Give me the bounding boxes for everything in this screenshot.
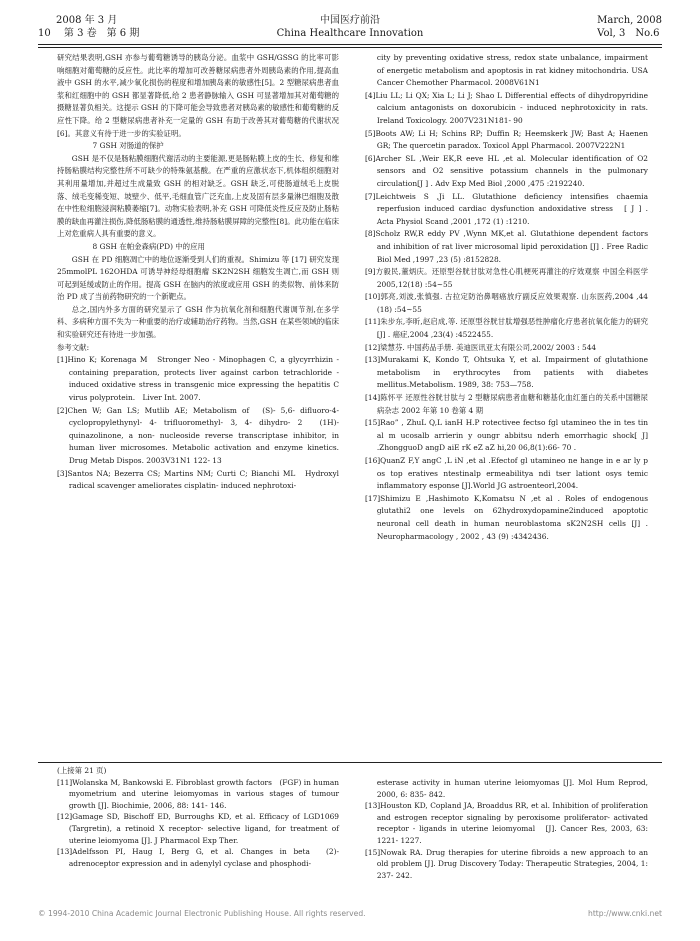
- continuation-rule: [38, 762, 662, 763]
- copyright-notice: © 1994-2010 China Academic Journal Electronic Publishing House. All rights reserved.: [38, 909, 366, 918]
- header-rule-1: [38, 44, 662, 45]
- reference-3: [3]Santos NA; Bezerra CS; Martins NM; Curti C; Bianchi ML Hydroxyl radical scavenger ameliorates cisplatin- induced nephrotoxi-: [57, 468, 339, 491]
- header-right: [597, 14, 662, 40]
- reference-9: [9]方毅民,董炳庆。还原型谷胱甘肽对急性心肌梗死再灌注的疗效观察 中国全科医学 2005,12(18) :54~55: [365, 267, 648, 289]
- reference-2: [2]Chen W; Gan LS; Mutlib AE; Metabolism of (S)- 5,6- difluoro-4- cyclopropylethynyl- 4- trifluoromethyl- 3, 4- dihydro- 2 (1H)- quinazolinone, a non- nucleoside reverse transcriptase inhibitor, in human liver microsomes. Metabolic activation and enzyme kinetics. Drug Metab Dispos. 2003V31N1 122- 13: [57, 405, 339, 465]
- continuation-ref-13a: [13]Adelfsson PI, Haug I, Berg G, et al. Changes in beta (2)- adrenoceptor expression and in adenylyl cyclase and phosphodi-: [57, 847, 339, 868]
- section-8-title: 8 GSH 在帕金森病(PD) 中的应用: [92, 241, 205, 251]
- running-header: [38, 14, 662, 54]
- continuation-right: [365, 777, 648, 881]
- reference-5: [5]Boots AW; Li H; Schins RP; Duffin R; Heemskerk JW; Bast A; Haenen GR; The quercetin paradox. Toxicol Appl Pharmacol. 2007V222N1: [365, 128, 648, 151]
- reference-16: [16]QuanZ F,Y angC ,L iN ,et al .Efectof gl utamineo ne hange in e ar ly p os top eratives ntestinalp ermeabilitya ndi tser lationt osys temic inflammatory esponse [J].World JG astroenteorl,2004.: [365, 456, 648, 491]
- reference-11: [11]朱步东,李昕,赵启成,等. 还原型谷胱甘肽增强恶性肿瘤化疗患者抗氧化能力的研究[J] . 癌症,2004 ,23(4) :4522455.: [365, 317, 648, 340]
- reference-6: [6]Archer SL ,Weir EK,R eeve HL ,et al. Molecular identification of O2 sensors and O2 sensitive potassium channels in the pulmonary circulation[J ] . Adv Exp Med Biol ,2000 ,475 :2192240.: [365, 153, 648, 188]
- header-rule-2: [38, 47, 662, 48]
- continuation-ref-13b: [13]Houston KD, Copland JA, Broaddus RR, et al. Inhibition of proliferation and estrogen receptor signaling by peroxisome proliferator- activated receptor - ligands in uterine leiomyomal [J]. Cancer Res, 2003, 63: 1221- 1227.: [365, 801, 648, 845]
- reference-8: [8]Scholz RW,R eddy PV ,Wynn MK,et al. Glutathione dependent factors and inhibition of rat liver microsomal lipid peroxidation [J] . Free Radic Biol Med ,1997 ,23 (5) :8152828.: [365, 229, 648, 264]
- reference-10: [10]郭亮,刘波,张慎强. 古拉定防治鼻咽癌放疗副反应效果观察. 山东医药,2004 ,44 (18) :54~55: [365, 292, 648, 314]
- continuation-title: (上接第 21 页): [57, 766, 107, 775]
- continuation-ref-13a-cont: esterase activity in human uterine leiomyomas [J]. Mol Hum Reprod, 2000, 6: 835- 842.: [376, 778, 648, 799]
- reference-13: [13]Murakami K, Kondo T, Ohtsuka Y, et al. Impairment of glutathione metabolism in erythrocytes from patients with diabetes mellitus.Metabolism. 1989, 38: 753—758.: [365, 355, 648, 390]
- header-volume-en: Vol, 3 No.6: [597, 28, 660, 39]
- reference-7: [7]Leichtweis S ,Ji LL. Glutathione deficiency intensifies chaemia reperfusion induced cardiac dysfunction andoxidative stress [ J ] . Acta Physiol Scand ,2001 ,172 (1) :1210.: [365, 191, 648, 226]
- continuation-ref-12: [12]Gamage SD, Bischoff ED, Burroughs KD, et al. Efficacy of LGD1069 (Targretin), a retinoid X receptor- selective ligand, for treatment of uterine leiomyoma [J]. J Pharmacol Exp Ther.: [57, 812, 339, 845]
- header-center: [38, 14, 662, 40]
- section-7-title: 7 GSH 对肠道的保护: [92, 141, 164, 151]
- left-column: [57, 52, 347, 493]
- reference-1: [1]Hino K; Korenaga M Stronger Neo - Minophagen C, a glycyrrhizin - containing preparation, protects liver against carbon tetrachloride - induced oxidative stress in transgenic mice expressing the hepatitis C virus polyprotein. Liver Int. 2007.: [57, 355, 347, 403]
- header-date-en: March, 2008: [597, 15, 662, 26]
- section-8-paragraph-1: GSH 在 PD 细胞凋亡中的地位逐渐受到人们的重视。Shimizu 等 [17] 研究发现 25mmolPL 162OHDA 可诱导神经母细胞瘤 SK2N2SH 细胞发生凋亡,而 GSH 则可起到延缓或防止的作用。提高 GSH 在脑内的浓度或应用 GSH 的类似物、前体来防治 PD 成了当前药物研究的一个新靶点。: [57, 254, 339, 302]
- page-footer: [38, 909, 662, 918]
- footer-link[interactable]: http://www.cnki.net: [588, 909, 662, 918]
- section-8-paragraph-2: 总之,国内外多方面的研究显示了 GSH 作为抗氧化剂和细胞代谢调节剂,在多学科、多病种方面不失为一种重要的治疗或辅助治疗药物。当然,GSH 在某些领域的临床和实验研究还有待进一步加强。: [57, 304, 339, 340]
- intro-paragraph: 研究结果表明,GSH 亦参与葡萄糖诱导的胰岛分泌。血浆中 GSH/GSSG 的比率可影响细胞对葡萄糖的反应性。此比率的增加可改善糖尿病患者外周胰岛素的作用,提高血液中 GSH 的水平,减少氧化损伤的程度和增加胰岛素的敏感性[5]。2 型糖尿病患者血浆和红细胞中的 GSH 都显著降低,给 2 患者静脉输入 GSH 可显著增加其对葡萄糖的摄糖显著负相关。这提示 GSH 的下降可能会导致患者对胰岛素的敏感性和葡萄糖的反应性下降。给 2 型糖尿病患者补充一定量的 GSH 有助于改善其对葡萄糖的代谢状况[6]。其意义有待于进一步的实验证明。: [57, 53, 339, 138]
- journal-title-cn: 中国医疗前沿: [320, 15, 380, 26]
- reference-4: [4]Liu LL; Li QX; Xia L; Li J; Shao L Differential effects of dihydropyridine calcium antagonists on doxorubicin - induced nephrotoxicity in rats. Ireland Toxicology. 2007V231N181- 90: [365, 90, 648, 125]
- right-column: [365, 52, 648, 543]
- reference-14: [14]陈怀平 还原性谷胱甘肽与 2 型糖尿病患者血糖和糖基化血红蛋白的关系中国糖尿病杂志 2002 年第 10 卷第 4 期: [365, 393, 648, 415]
- header-page-volume: 10 第 3 卷 第 6 期: [38, 28, 140, 39]
- section-7-paragraph: GSH 是不仅是肠粘膜细胞代谢活动的主要能源,更是肠粘膜上皮的生长、修复和维持肠粘膜结构完整性所不可缺少的特殊氨基酸。在严重的应激状态下,机体组织细胞对其利用量增加,并超过生成量致 GSH 的相对缺乏。GSH 缺乏,可使肠道绒毛上皮脱落、绒毛变稀变短、坡壁少、低平,毛细血管广泛充血,上皮及固有层多量淋巴细胞及散在中性粒细胞浸润粘膜萎缩[7]。动物实验表明,补充 GSH 可降低炎性反应及防止肠粘膜的缺血再灌注损伤,降低肠粘膜的通透性,维持肠粘膜屏障的完整性[8]。此功能在临床上对危重病人具有重要的意义。: [57, 153, 339, 239]
- header-date: 2008 年 3 月: [56, 15, 118, 26]
- reference-3-cont: city by preventing oxidative stress, redox state unbalance, impairment of energetic metabolism and apoptosis in rat kidney mitochondria. USA Cancer Chemother Pharmacol. 2008V61N1: [376, 53, 648, 88]
- continuation-ref-15: [15]Nowak RA. Drug therapies for uterine fibroids a new approach to an old problem [J]. Drug Discovery Today: Therapeutic Strategies, 2004, 1: 237- 242.: [365, 847, 648, 880]
- reference-17: [17]Shimizu E ,Hashimoto K,Komatsu N ,et al . Roles of endogenous glutathi2 one levels on 62hydroxydopamine2induced apoptotic neuronal cell death in human neuroblastoma sK2N2SH cells [J] . Neuropharmacology , 2002 , 43 (9) :4342436.: [365, 493, 648, 541]
- reference-12: [12]梁慧芬. 中国药品手册. 美迪医讯亚太有限公司,2002/ 2003 : 544: [365, 342, 597, 352]
- references-heading: 参考文献:: [57, 342, 90, 352]
- continuation-left: [57, 765, 339, 869]
- journal-title-en: China Healthcare Innovation: [276, 28, 424, 39]
- reference-15: [15]Rao” , ZhuL Q,L ianH H.P rotectivee fectso fgl utamineo the in tes tin al m ucosalb arrierin y oungr abbitsu nderh emorrhagic shock[ J] .ZhongguoD angD aiE rK eZ aZ hi,20 06,8(1):66- 70 .: [365, 418, 648, 453]
- continuation-ref-11: [11]Wolanska M, Bankowski E. Fibroblast growth factors (FGF) in human myometrium and uterine leiomyomas in various stages of tumour growth [J]. Biochimie, 2006, 88: 141- 146.: [57, 777, 339, 810]
